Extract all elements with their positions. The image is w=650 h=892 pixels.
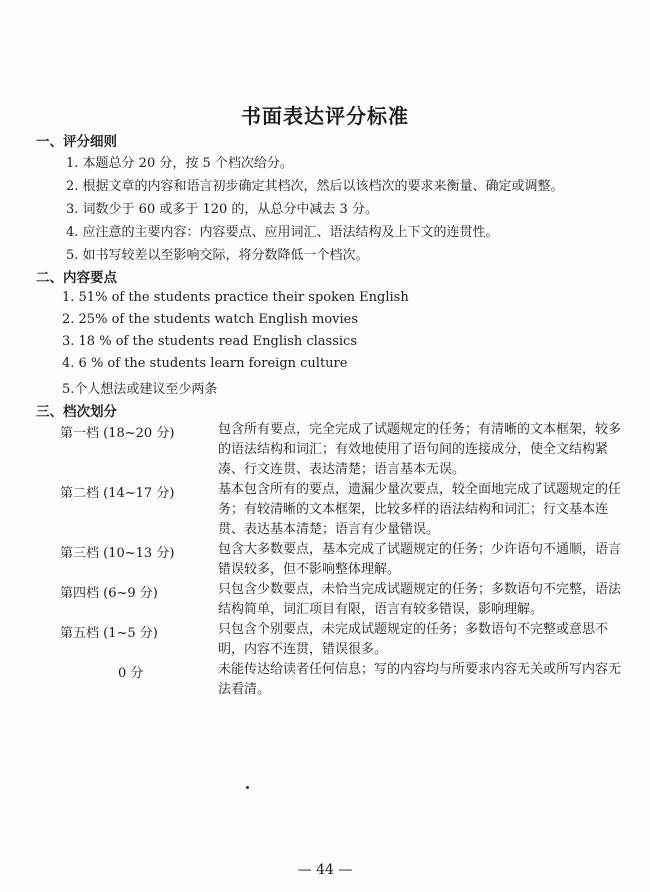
content-point: 3. 18 % of the students read English classics: [62, 334, 358, 349]
grade-label: 第三档 (10~13 分): [60, 546, 175, 561]
content-point: 2. 25% of the students watch English movies: [62, 312, 359, 327]
grade-label: 第五档 (1~5 分): [60, 626, 158, 641]
content-point: 4. 6 % of the students learn foreign culture: [62, 356, 348, 371]
grade-label: 第一档 (18~20 分): [60, 426, 175, 441]
grade-label: 第二档 (14~17 分): [60, 486, 175, 501]
grade-description: 未能传达给读者任何信息；写的内容均与所要求内容无关或所写内容无法看清。: [218, 662, 622, 697]
section-heading-points: 二、内容要点: [36, 270, 117, 286]
rule-item: 1. 本题总分 20 分，按 5 个档次给分。: [66, 156, 293, 171]
rule-item: 5. 如书写较差以至影响交际，将分数降低一个档次。: [66, 248, 369, 263]
grade-description: 只包含少数要点，未恰当完成试题规定的任务；多数语句不完整，语法结构简单，词汇项目有限，语言有较多错误，影响理解。: [218, 582, 622, 617]
grade-description: 只包含个别要点，未完成试题规定的任务；多数语句不完整或意思不明，内容不连贯，错误很多。: [218, 622, 609, 657]
grade-description: 包含所有要点，完全完成了试题规定的任务；有清晰的文本框架，较多的语法结构和词汇；有效地使用了语句间的连接成分，使全文结构紧凑、行文连贯、表达清楚；语言基本无误。: [218, 422, 622, 477]
grade-label: 第四档 (6~9 分): [60, 586, 158, 601]
section-heading-grades: 三、档次划分: [36, 404, 117, 420]
page-title: 书面表达评分标准: [241, 104, 409, 128]
section-heading-rules: 一、评分细则: [36, 134, 117, 150]
page-number: — 44 —: [297, 862, 353, 878]
ink-speck: [246, 786, 249, 789]
content-point: 5.个人想法或建议至少两条: [62, 382, 218, 397]
grade-label: 0 分: [118, 666, 144, 681]
rule-item: 2. 根据文章的内容和语言初步确定其档次，然后以该档次的要求来衡量、确定或调整。: [66, 179, 564, 194]
rule-item: 4. 应注意的主要内容：内容要点、应用词汇、语法结构及上下文的连贯性。: [66, 225, 499, 240]
content-point: 1. 51% of the students practice their spoken English: [62, 290, 409, 305]
rule-item: 3. 词数少于 60 或多于 120 的，从总分中减去 3 分。: [66, 202, 378, 217]
grade-description: 包含大多数要点，基本完成了试题规定的任务；少许语句不通顺，语言错误较多，但不影响整体理解。: [218, 542, 622, 577]
grade-description: 基本包含所有的要点，遗漏少量次要点，较全面地完成了试题规定的任务；有较清晰的文本框架，比较多样的语法结构和词汇；行文基本连贯、表达基本清楚；语言有少量错误。: [218, 482, 622, 537]
